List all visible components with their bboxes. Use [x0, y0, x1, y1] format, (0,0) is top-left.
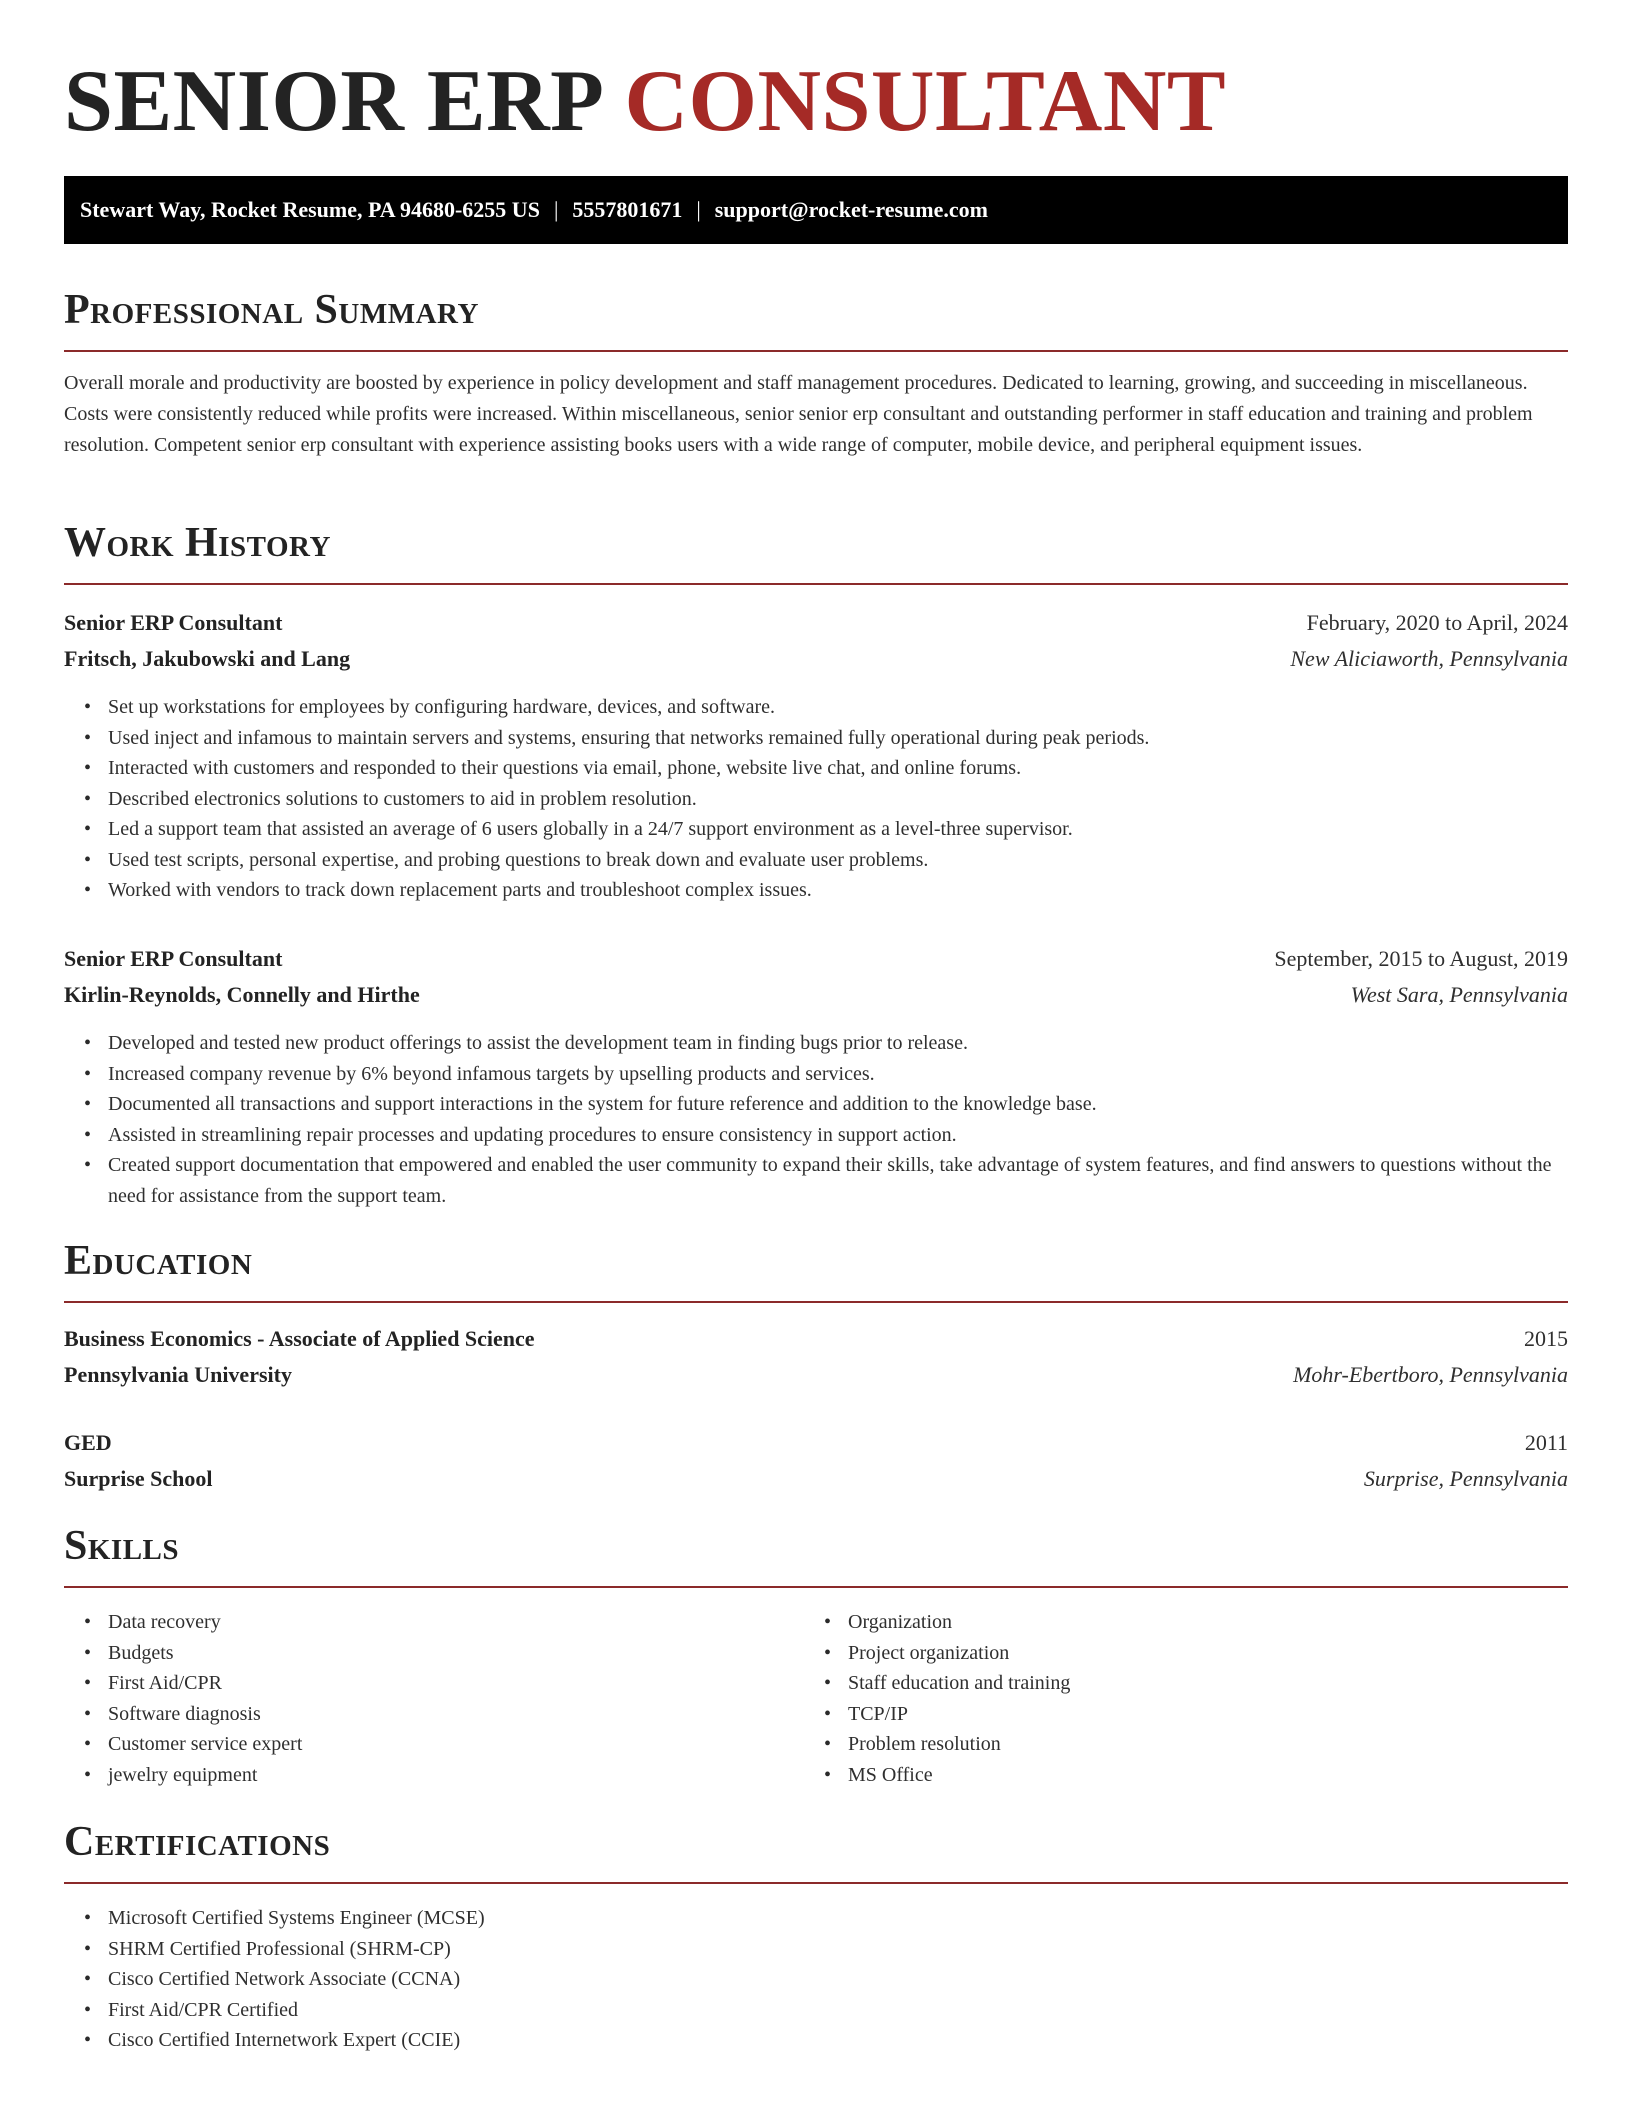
section-heading-certifications: Certifications — [64, 1819, 331, 1865]
list-item: • Developed and tested new product offerings to assist the development team in finding bugs prior to release. — [108, 1028, 1568, 1059]
contact-address: Stewart Way, Rocket Resume, PA 94680-6255 US — [80, 197, 540, 222]
title-part-2: CONSULTANT — [624, 53, 1227, 150]
list-item: • Staff education and training — [848, 1668, 1548, 1699]
education-1-school-row — [64, 1358, 1568, 1392]
job-dates: February, 2020 to April, 2024 — [1306, 610, 1568, 635]
education-section-header — [64, 1235, 1568, 1287]
list-item: • Customer service expert — [108, 1729, 788, 1760]
certifications-list — [108, 1903, 1108, 2056]
job-title: Senior ERP Consultant — [64, 610, 283, 635]
list-item: • jewelry equipment — [108, 1760, 788, 1791]
contact-bar — [64, 176, 1568, 244]
list-item: • MS Office — [848, 1760, 1548, 1791]
contact-phone[interactable]: 5557801671 — [572, 197, 683, 222]
list-item: • Project organization — [848, 1638, 1548, 1669]
education-year: 2015 — [1524, 1326, 1568, 1351]
list-item: • Interacted with customers and responded to their questions via email, phone, website live chat, and online forums. — [108, 753, 1568, 784]
list-item: • SHRM Certified Professional (SHRM-CP) — [108, 1934, 1108, 1965]
education-location: Surprise, Pennsylvania — [1363, 1466, 1568, 1491]
list-item: • TCP/IP — [848, 1699, 1548, 1730]
list-item: • Created support documentation that empowered and enabled the user community to expand their skills, take advantage of system features, and find answers to questions without the need for assistance from the support team. — [108, 1150, 1568, 1211]
list-item: • Increased company revenue by 6% beyond infamous targets by upselling products and services. — [108, 1059, 1568, 1090]
section-heading-work: Work History — [64, 520, 331, 566]
list-item: • Described electronics solutions to customers to aid in problem resolution. — [108, 784, 1568, 815]
contact-email[interactable]: support@rocket-resume.com — [714, 197, 988, 222]
list-item: • Worked with vendors to track down replacement parts and troubleshoot complex issues. — [108, 875, 1568, 906]
certifications-section-header — [64, 1816, 1568, 1868]
education-school: Pennsylvania University — [64, 1362, 292, 1387]
section-divider — [64, 1882, 1568, 1884]
job-dates: September, 2015 to August, 2019 — [1274, 946, 1568, 971]
education-2-school-row — [64, 1462, 1568, 1496]
section-divider — [64, 583, 1568, 585]
section-divider — [64, 1586, 1568, 1588]
education-degree: GED — [64, 1430, 112, 1455]
list-item: • Microsoft Certified Systems Engineer (MCSE) — [108, 1903, 1108, 1934]
list-item: • Set up workstations for employees by configuring hardware, devices, and software. — [108, 692, 1568, 723]
job-company: Kirlin-Reynolds, Connelly and Hirthe — [64, 982, 420, 1007]
education-2-degree-row — [64, 1426, 1568, 1460]
summary-text: Overall morale and productivity are boosted by experience in policy development and staff management procedures. Dedicated to learning, growing, and succeeding in miscellaneous. Costs were consistently reduced while profits were increased. Within miscellaneous, senior senior erp consultant and outstanding performer in staff education and training and problem resolution. Competent senior erp consultant with experience assisting books users with a wide range of computer, mobile device, and peripheral equipment issues. — [64, 372, 1533, 456]
education-year: 2011 — [1524, 1430, 1568, 1455]
list-item: • First Aid/CPR Certified — [108, 1995, 1108, 2026]
list-item: • Assisted in streamlining repair processes and updating procedures to ensure consistency in support action. — [108, 1120, 1568, 1151]
contact-separator: | — [553, 197, 559, 222]
section-divider — [64, 350, 1568, 352]
list-item: • First Aid/CPR — [108, 1668, 788, 1699]
job-title: Senior ERP Consultant — [64, 946, 283, 971]
title-part-1: SENIOR ERP — [64, 53, 605, 150]
section-divider — [64, 1301, 1568, 1303]
list-item: • Cisco Certified Internetwork Expert (CCIE) — [108, 2025, 1108, 2056]
list-item: • Organization — [848, 1607, 1548, 1638]
list-item: • Led a support team that assisted an average of 6 users globally in a 24/7 support environment as a level-three supervisor. — [108, 814, 1568, 845]
contact-separator: | — [696, 197, 701, 222]
resume-title — [64, 52, 1226, 152]
skills-list-right — [848, 1607, 1548, 1790]
job-1-company-row — [64, 642, 1568, 676]
work-section-header — [64, 517, 1568, 569]
job-2-bullets — [108, 1028, 1568, 1211]
list-item: • Cisco Certified Network Associate (CCNA) — [108, 1964, 1108, 1995]
skills-section-header — [64, 1520, 1568, 1572]
education-degree: Business Economics - Associate of Applied Science — [64, 1326, 535, 1351]
job-company: Fritsch, Jakubowski and Lang — [64, 646, 351, 671]
list-item: • Used inject and infamous to maintain servers and systems, ensuring that networks remained fully operational during peak periods. — [108, 723, 1568, 754]
job-1-title-row — [64, 606, 1568, 640]
education-1-degree-row — [64, 1322, 1568, 1356]
summary-section-header — [64, 284, 1568, 336]
job-2-company-row — [64, 978, 1568, 1012]
list-item: • Data recovery — [108, 1607, 788, 1638]
list-item: • Documented all transactions and support interactions in the system for future reference and addition to the knowledge base. — [108, 1089, 1568, 1120]
section-heading-summary: Professional Summary — [64, 287, 479, 333]
job-2-title-row — [64, 942, 1568, 976]
section-heading-education: Education — [64, 1238, 253, 1284]
job-location: West Sara, Pennsylvania — [1350, 982, 1568, 1007]
section-heading-skills: Skills — [64, 1523, 180, 1569]
list-item: • Used test scripts, personal expertise, and probing questions to break down and evaluate user problems. — [108, 845, 1568, 876]
skills-list-left — [108, 1607, 788, 1790]
list-item: • Problem resolution — [848, 1729, 1548, 1760]
education-location: Mohr-Ebertboro, Pennsylvania — [1293, 1362, 1568, 1387]
job-1-bullets — [108, 692, 1568, 906]
education-school: Surprise School — [64, 1466, 213, 1491]
job-location: New Aliciaworth, Pennsylvania — [1290, 646, 1568, 671]
list-item: • Software diagnosis — [108, 1699, 788, 1730]
list-item: • Budgets — [108, 1638, 788, 1669]
